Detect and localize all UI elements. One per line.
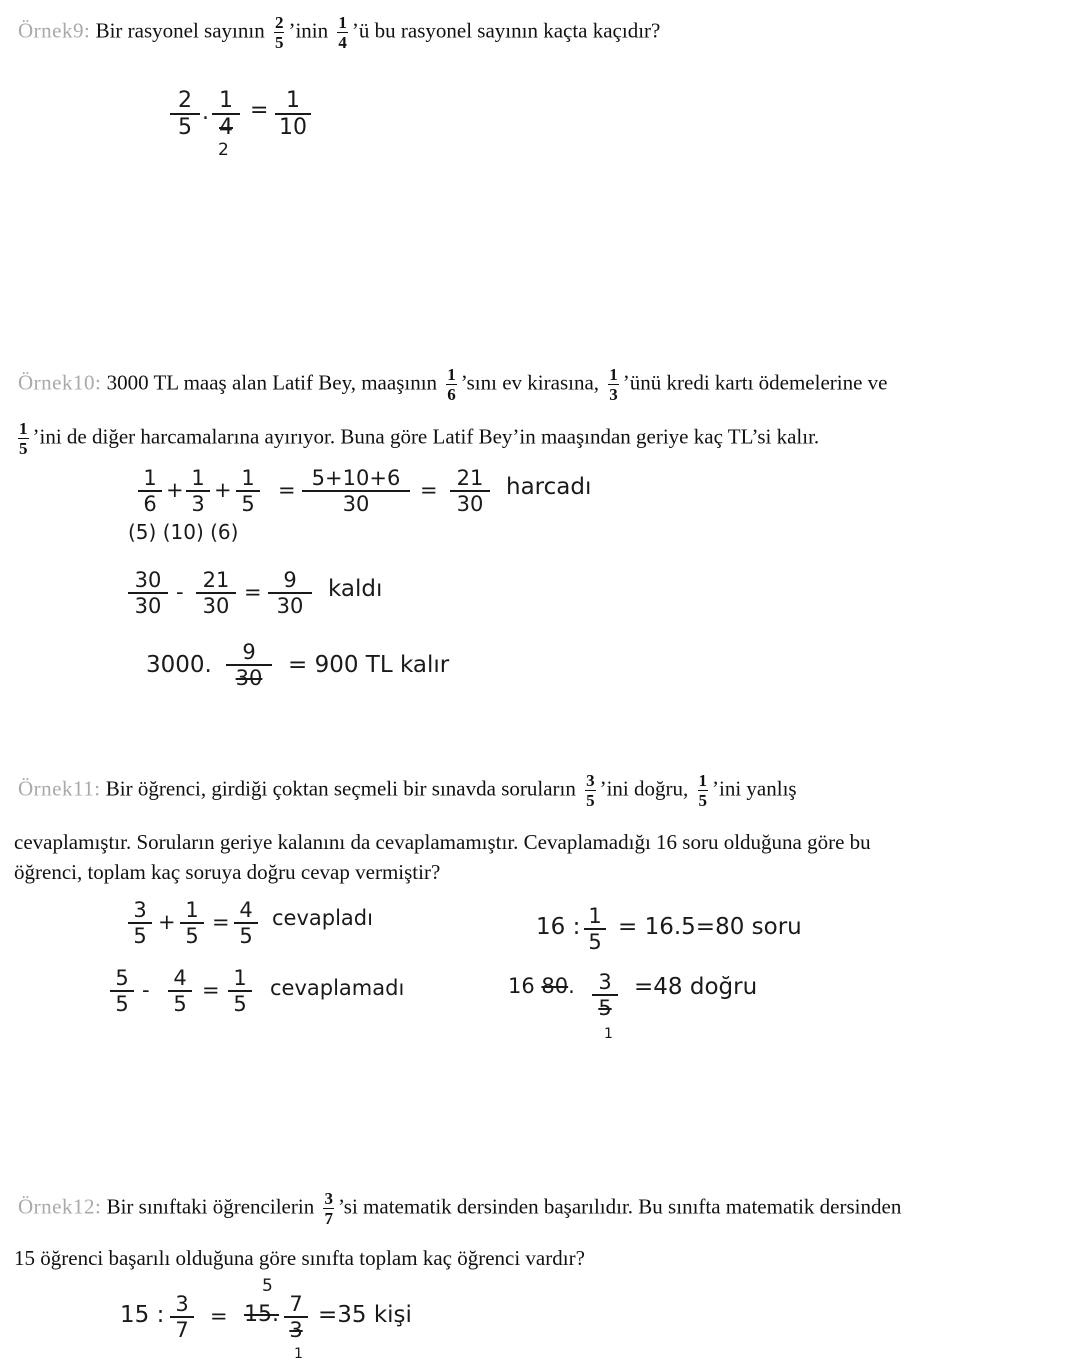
fraction: $\frac{3}{7}$ [324,1189,333,1228]
hw-fraction: 9 30 [226,640,272,690]
hw-result: =48 doğru [634,974,758,1000]
hw-equals: = [278,478,296,502]
question-text: ’inin [288,18,329,43]
fraction: $\frac{1}{6}$ [447,365,456,404]
fraction: $\frac{3}{5}$ [586,771,595,810]
hw-divide: 15 : [120,1302,165,1328]
hw-small-digit: 2 [218,140,229,160]
hw-fraction: 7 3 [284,1292,308,1342]
hw-result: = 900 TL kalır [288,652,450,678]
hw-fraction: 3 7 [170,1292,194,1342]
hw-fraction: 1 5 [228,966,252,1016]
example-label: Örnek11: [18,776,101,801]
question-text: 15 öğrenci başarılı olduğuna göre sınıfta toplam kaç öğrenci vardır? [14,1246,585,1270]
hw-fraction: 21 30 [450,466,490,516]
hw-minus: - [142,978,150,1002]
hw-word: harcadı [506,474,592,500]
hw-word: cevaplamadı [270,976,405,1000]
hw-fraction: 2 5 [170,88,200,140]
question-text: Bir sınıftaki öğrencilerin [106,1194,315,1219]
hw-amount: 3000. [146,652,212,678]
question-text: 3000 TL maaş alan Latif Bey, maaşının [106,370,438,395]
hw-expansion: (5) (10) (6) [128,520,239,544]
hw-equals: = [420,478,438,502]
hw-equals: = [244,580,262,604]
question-text: Bir rasyonel sayının [95,18,265,43]
hw-result: = 16.5=80 soru [618,914,802,940]
fraction: $\frac{1}{3}$ [609,365,618,404]
hw-equals: = [210,1304,228,1328]
hw-fraction: 1 5 [584,904,606,954]
hw-fraction: 30 30 [128,568,168,618]
fraction: $\frac{1}{4}$ [338,13,347,52]
hw-amount: 16 80. [508,974,575,998]
hw-fraction: 5+10+6 30 [302,466,410,516]
hw-result: =35 kişi [318,1302,412,1328]
hw-equals: = [250,98,269,123]
question-text: öğrenci, toplam kaç soruya doğru cevap vermiştir? [14,860,441,884]
example-label: Örnek10: [18,370,102,395]
example-10-question [18,366,1080,403]
question-text: ’sını ev kirasına, [460,370,600,395]
fraction: $\frac{1}{5}$ [19,419,28,458]
hw-fraction: 1 3 [186,466,210,516]
example-9-question [18,14,1080,51]
hw-equals: = [202,978,220,1002]
hw-fraction: 5 5 [110,966,134,1016]
hw-fraction: 4 5 [234,898,258,948]
example-12-question [18,1190,1080,1227]
hw-plus: + [158,910,176,934]
hw-fraction: 1 5 [180,898,204,948]
hw-fraction: 9 30 [268,568,312,618]
hw-fraction: 21 30 [196,568,236,618]
hw-dot: . [202,100,209,125]
example-10-question-line-2 [14,420,1080,457]
hw-word: cevapladı [272,906,373,930]
example-label: Örnek9: [18,18,91,43]
hw-fraction: 3 5 [592,970,618,1020]
hw-fraction: 1 10 [275,88,311,140]
fraction: $\frac{1}{5}$ [698,771,707,810]
hw-small-digit: 1 [294,1346,303,1362]
hw-plus: + [214,478,232,502]
question-text: ’ini de diğer harcamalarına ayırıyor. Buna göre Latif Bey’in maaşından geriye kaç TL’si kalır. [32,424,820,449]
question-text: ’si matematik dersinden başarılıdır. Bu sınıfta matematik dersinden [337,1194,902,1219]
example-label: Örnek12: [18,1194,102,1219]
fraction: $\frac{2}{5}$ [274,13,284,52]
hw-divide: 16 : [536,914,581,940]
question-text: Bir öğrenci, girdiği çoktan seçmeli bir sınavda soruların [105,776,576,801]
hw-equals: = [212,910,230,934]
hw-plus: + [166,478,184,502]
hw-fraction: 4 5 [168,966,192,1016]
example-11-question [18,772,1080,809]
question-text: ’ini yanlış [712,776,797,801]
question-text: ’ü bu rasyonel sayının kaçta kaçıdır? [351,18,661,43]
hw-fraction: 3 5 [128,898,152,948]
hw-fraction: 1 5 [236,466,260,516]
question-text: cevaplamıştır. Soruların geriye kalanını da cevaplamamıştır. Cevaplamadığı 16 soru olduğuna göre bu [14,830,871,854]
hw-minus: - [176,580,184,604]
hw-small-digit: 5 [262,1276,273,1296]
question-text: ’ünü kredi kartı ödemelerine ve [622,370,888,395]
hw-fraction: 1 4 [212,88,240,140]
question-text: ’ini doğru, [599,776,689,801]
hw-fraction: 1 6 [138,466,162,516]
hw-amount: 15. [244,1302,279,1327]
hw-small-digit: 1 [604,1026,613,1042]
hw-word: kaldı [328,576,383,602]
